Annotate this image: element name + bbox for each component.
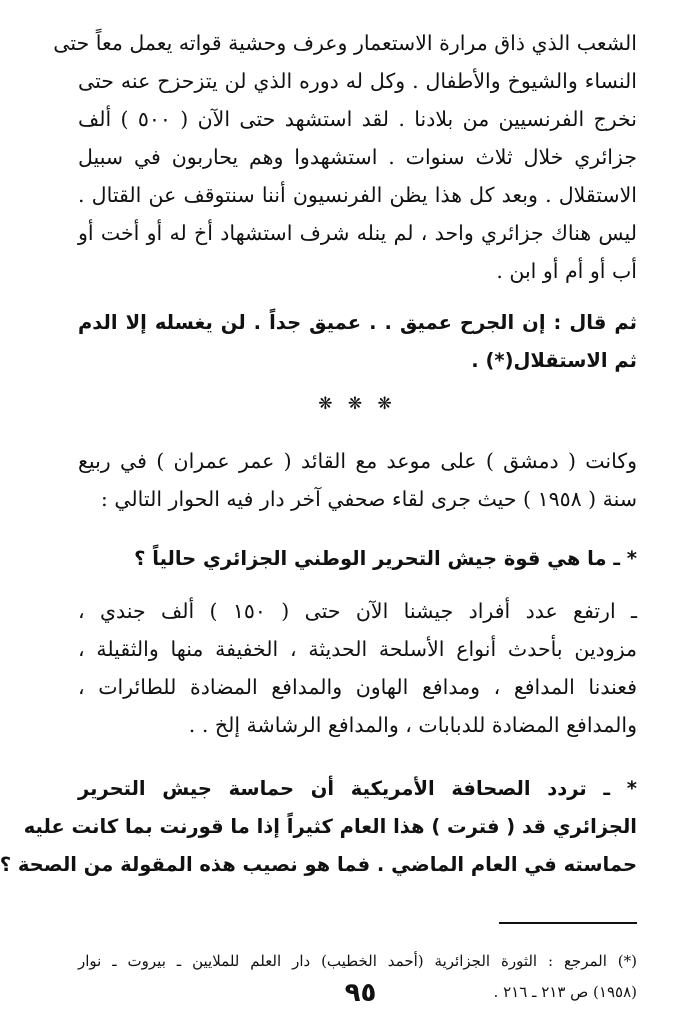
paragraph-damascus-interview [78,442,637,518]
text-line: جزائري خلال ثلاث سنوات . استشهدوا وهم يحاربون في سبيل [78,145,637,169]
text-line: مزودين بأحدث أنواع الأسلحة الحديثة ، الخفيفة منها والثقيلة ، [78,637,637,661]
question-line: حماسته في العام الماضي . فما هو نصيب هذه المقولة من الصحة ؟ [0,853,637,876]
interview-answer-1 [78,592,637,744]
text-line: والمدافع المضادة للدبابات ، والمدافع الرشاشة إلخ . . [188,713,637,737]
text-line: نخرج الفرنسيين من بلادنا . لقد استشهد حتى الآن ( ٥٠٠ ) ألف [78,107,637,131]
question-line: * ـ تردد الصحافة الأمريكية أن حماسة جيش التحرير [78,777,637,800]
text-line: النساء والشيوخ والأطفال . وكل له دوره الذي لن يتزحزح عنه حتى [78,69,637,93]
interview-question-2 [0,770,637,884]
text-line: أب أو أم أو ابن . [496,259,637,283]
quote-line: ثم قال : إن الجرح عميق . . عميق جداً . لن يغسله إلا الدم [78,311,637,334]
text-line: فعندنا المدافع ، ومدافع الهاون والمدافع المضادة للطائرات ، [78,675,637,699]
footnote-separator [499,922,637,924]
quote-line: ثم الاستقلال(*) . [471,349,637,372]
question-line: الجزائري قد ( فترت ) هذا العام كثيراً إذا ما قورنت بما كانت عليه [23,815,637,838]
page-number: ٩٥ [344,978,377,1008]
section-divider-ornament: ❋ ❋ ❋ [318,394,397,414]
bold-quote [78,304,637,380]
paragraph-martyrdom [53,24,637,290]
text-line: سنة ( ١٩٥٨ ) حيث جرى لقاء صحفي آخر دار فيه الحوار التالي : [100,487,637,511]
footnote-line: (*) المرجع : الثورة الجزائرية (أحمد الخطيب) دار العلم للملايين ـ بيروت ـ نوار [78,952,637,970]
footnote-line: (١٩٥٨) ص ٢١٣ ـ ٢١٦ . [493,983,637,1001]
text-line: الاستقلال . وبعد كل هذا يظن الفرنسيون أننا سنتوقف عن القتال . [78,183,637,207]
text-line: وكانت ( دمشق ) على موعد مع القائد ( عمر عمران ) في ربيع [78,449,637,473]
text-line: ليس هناك جزائري واحد ، لم ينله شرف استشهاد أخ له أو أخت أو [78,221,637,245]
text-line: الشعب الذي ذاق مرارة الاستعمار وعرف وحشية قواته يعمل معاً حتى [53,31,637,55]
text-line: ـ ارتفع عدد أفراد جيشنا الآن حتى ( ١٥٠ ) ألف جندي ، [78,599,637,623]
interview-question-1: * ـ ما هي قوة جيش التحرير الوطني الجزائري حالياً ؟ [134,547,637,570]
